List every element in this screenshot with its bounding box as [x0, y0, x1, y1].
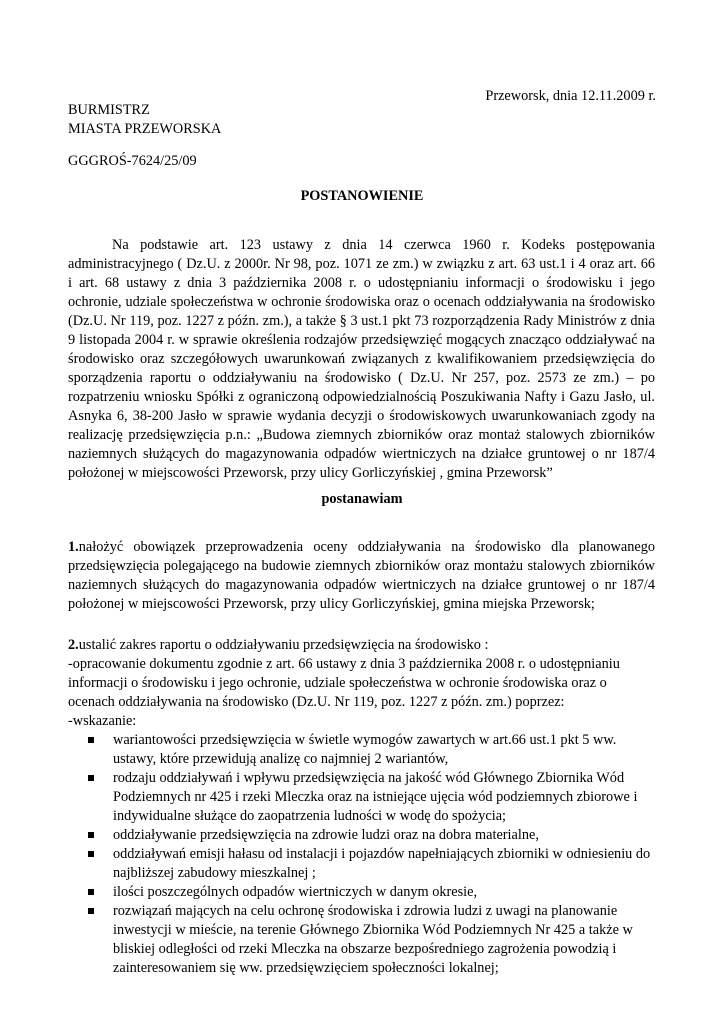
- list-item-text: rodzaju oddziaływań i wpływu przedsięwzięcia na jakość wód Głównego Zbiornika Wód Podziemnych nr 425 i rzeki Mleczka oraz na istniejące ujęcia wód podziemnych zbiorowe i indywidualne służące do zaopatrzenia ludności w wodę do spożycia;: [113, 770, 638, 824]
- list-item-text: rozwiązań mających na celu ochronę środowiska i zdrowia ludzi z uwagi na planowanie inwestycji w mieście, na terenie Głównego Zbiornika Wód Podziemnych Nr 425 a także w bliskiej odległości od rzeki Mleczka na obszarze bezpośredniego zagrożenia powodzią i zainteresowaniem się ww. przedsięwzięciem społeczności lokalnej;: [113, 903, 633, 976]
- bullet-square-icon: [88, 737, 94, 743]
- scope-bullet-list: [68, 731, 655, 978]
- point-2: [68, 636, 655, 978]
- bullet-square-icon: [88, 832, 94, 838]
- list-item: [113, 902, 655, 978]
- point-1-text: nałożyć obowiązek przeprowadzenia oceny oddziaływania na środowisko dla planowanego przedsięwzięcia polegającego na budowie ziemnych zbiorników oraz montażu stalowych zbiorników naziemnych służących do magazynowania odpadów wiertniczych na działce gruntowej o nr 187/4 położonej w miejscowości Przeworsk, przy ulicy Gorliczyńskiej, gmina miejska Przeworsk;: [68, 539, 655, 612]
- list-item-text: oddziaływań emisji hałasu od instalacji i pojazdów napełniających zbiorniki w odniesieniu do najbliższej zabudowy mieszkalnej ;: [113, 846, 651, 881]
- legal-basis-paragraph: [68, 236, 655, 483]
- point-1-number: 1.: [68, 539, 79, 555]
- list-item: [113, 826, 655, 845]
- point-1-paragraph: [68, 538, 655, 614]
- bullet-square-icon: [88, 908, 94, 914]
- document-title: POSTANOWIENIE: [300, 188, 424, 204]
- issuer-line-1: BURMISTRZ: [68, 102, 150, 118]
- list-item: [113, 769, 655, 826]
- bullet-square-icon: [88, 775, 94, 781]
- bullet-square-icon: [88, 851, 94, 857]
- legal-basis-text: Na podstawie art. 123 ustawy z dnia 14 czerwca 1960 r. Kodeks postępowania administracyjnego ( Dz.U. z 2000r. Nr 98, poz. 1071 ze zm.) w związku z art. 63 ust.1 i 4 oraz art. 66 i art. 68 ustawy z dnia 3 października 2008 r. o udostępnianiu informacji o środowisku i jego ochronie, udziale społeczeństwa w ochronie środowiska oraz o ocenach oddziaływania na środowisko (Dz.U. Nr 119, poz. 1227 z późn. zm.), a także § 3 ust.1 pkt 73 rozporządzenia Rady Ministrów z dnia 9 listopada 2004 r. w sprawie określenia rodzajów przedsięwzięć mogących znacząco oddziaływać na środowisko oraz szczegółowych uwarunkowań związanych z kwalifikowaniem przedsięwzięcia do sporządzenia raportu o oddziaływaniu na środowisko ( Dz.U. Nr 257, poz. 2573 ze zm.) – po rozpatrzeniu wniosku Spółki z ograniczoną odpowiedzialnością Poszukiwania Nafty i Gazu Jasło, ul. Asnyka 6, 38-200 Jasło w sprawie wydania decyzji o środowiskowych uwarunkowaniach zgody na realizację przedsięwzięcia p.n.: „Budowa ziemnych zbiorników oraz montaż stalowych zbiorników naziemnych służących do magazynowania odpadów wiertniczych na działce gruntowej o nr 187/4 położonej w miejscowości Przeworsk, przy ulicy Gorliczyńskiej , gmina Przeworsk”: [68, 237, 655, 481]
- decision-word: postanawiam: [321, 491, 403, 507]
- point-1: [68, 538, 655, 614]
- bullet-square-icon: [88, 889, 94, 895]
- list-item: [113, 883, 655, 902]
- list-item: [113, 845, 655, 883]
- list-item-text: oddziaływanie przedsięwzięcia na zdrowie ludzi oraz na dobra materialne,: [113, 827, 539, 843]
- point-2-line-a: -opracowanie dokumentu zgodnie z art. 66 ustawy z dnia 3 października 2008 r. o udostępnianiu informacji o środowisku i jego ochronie, udziale społeczeństwa w ochronie środowiska oraz o ocenach oddziaływania na środowisko (Dz.U. Nr 119, poz. 1227 z późn. zm.) poprzez:: [68, 656, 620, 710]
- place-and-date: Przeworsk, dnia 12.11.2009 r.: [485, 88, 656, 104]
- list-item-text: ilości poszczególnych odpadów wiertniczych w danym okresie,: [113, 884, 478, 900]
- point-2-number: 2.: [68, 637, 79, 653]
- reference-number: GGGROŚ-7624/25/09: [68, 153, 197, 169]
- point-2-heading: [68, 636, 655, 655]
- list-item: [113, 731, 655, 769]
- list-item-text: wariantowości przedsięwzięcia w świetle wymogów zawartych w art.66 ust.1 pkt 5 ww. ustawy, które przewidują analizę co najmniej 2 wariantów,: [113, 732, 617, 767]
- point-2-text: ustalić zakres raportu o oddziaływaniu przedsięwzięcia na środowisko :: [78, 637, 489, 653]
- issuer-line-2: MIASTA PRZEWORSKA: [68, 121, 222, 137]
- issuer-block: [68, 101, 221, 139]
- point-2-line-b: -wskazanie:: [68, 713, 137, 729]
